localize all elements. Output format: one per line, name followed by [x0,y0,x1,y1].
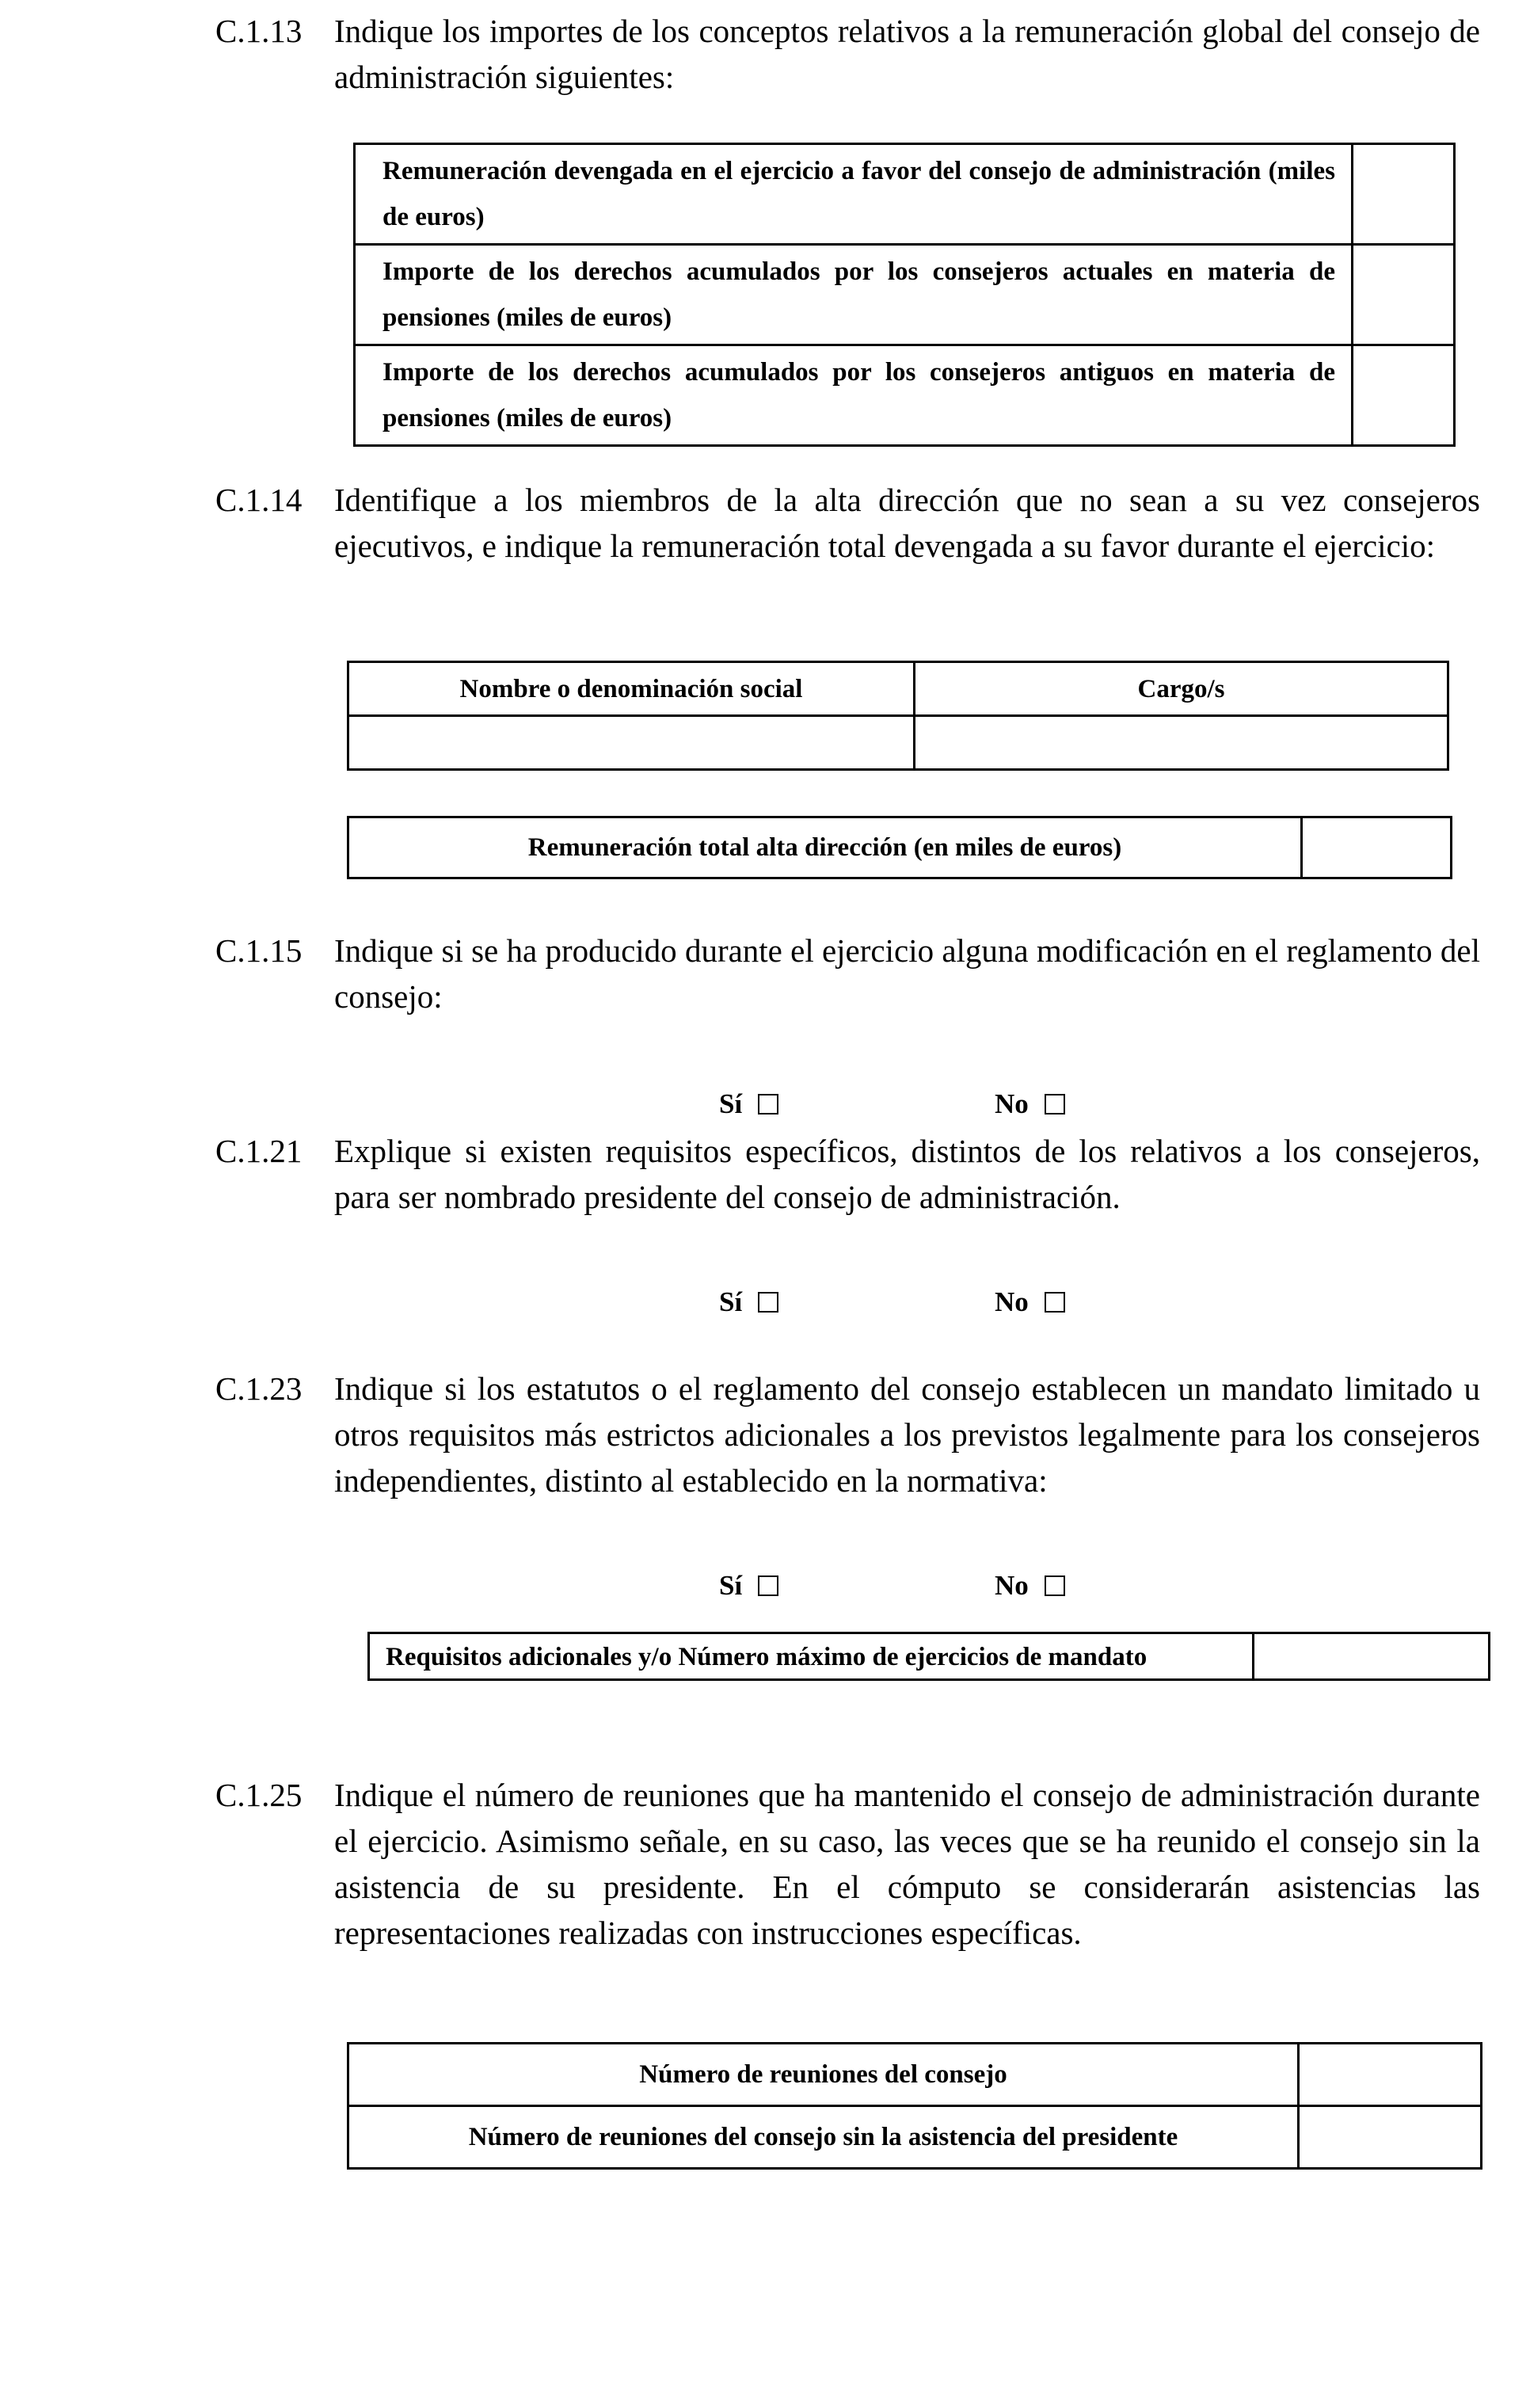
additional-requirements-table [367,1632,1490,1681]
value-cell[interactable] [1353,245,1455,345]
yes-option[interactable] [719,1286,778,1318]
no-checkbox[interactable] [1045,1292,1065,1313]
yes-checkbox[interactable] [758,1094,778,1114]
yes-checkbox[interactable] [758,1575,778,1596]
total-remuneration-label: Remuneración total alta dirección (en miles de euros) [348,817,1302,878]
name-cell[interactable] [348,716,915,770]
value-cell[interactable] [1353,144,1455,245]
value-cell[interactable] [1302,817,1452,878]
question-text: Indique el número de reuniones que ha mantenido el consejo de administración durante el ejercicio. Asimismo señale, en su caso, las veces que se ha reunido el consejo sin la asistencia de su presidente. En el cómputo se considerarán asistencias las representaciones realizadas con instrucciones específicas. [334,1777,1480,1951]
yes-option[interactable] [719,1570,778,1602]
value-cell[interactable] [1353,345,1455,446]
meetings-count-label: Número de reuniones del consejo [348,2044,1299,2106]
no-checkbox[interactable] [1045,1094,1065,1114]
yes-label: Sí [719,1570,743,1601]
question-text: Indique si los estatutos o el reglamento del consejo establecen un mandato limitado u otros requisitos más estrictos adicionales a los previstos legalmente para los consejeros independientes, distinto al establecido en la normativa: [334,1370,1480,1499]
question-text: Indique los importes de los conceptos relativos a la remuneración global del consejo de administración siguientes: [334,13,1480,95]
no-label: No [995,1088,1029,1119]
additional-requirements-label: Requisitos adicionales y/o Número máximo de ejercicios de mandato [369,1633,1254,1680]
no-checkbox[interactable] [1045,1575,1065,1596]
question-number: C.1.23 [215,1370,303,1407]
no-option[interactable] [995,1570,1065,1602]
senior-management-table [347,661,1449,771]
yes-label: Sí [719,1286,743,1317]
question-number: C.1.15 [215,932,303,969]
column-header-name: Nombre o denominación social [348,662,915,716]
meetings-without-president-label: Número de reuniones del consejo sin la asistencia del presidente [348,2106,1299,2169]
total-remuneration-table [347,816,1452,879]
table-row-label: Importe de los derechos acumulados por los consejeros antiguos en materia de pensiones (miles de euros) [355,345,1353,446]
no-label: No [995,1286,1029,1317]
question-text: Indique si se ha producido durante el ejercicio alguna modificación en el reglamento del consejo: [334,932,1480,1015]
yes-option[interactable] [719,1088,778,1120]
yes-label: Sí [719,1088,743,1119]
position-cell[interactable] [915,716,1448,770]
value-cell[interactable] [1299,2106,1482,2169]
board-meetings-table [347,2042,1482,2170]
yes-checkbox[interactable] [758,1292,778,1313]
value-cell[interactable] [1299,2044,1482,2106]
question-number: C.1.14 [215,482,303,518]
no-label: No [995,1570,1029,1601]
question-text: Explique si existen requisitos específicos, distintos de los relativos a los consejeros, para ser nombrado presidente del consejo de administración. [334,1133,1480,1215]
question-number: C.1.25 [215,1777,303,1813]
question-number: C.1.13 [215,13,303,49]
value-cell[interactable] [1254,1633,1490,1680]
question-text: Identifique a los miembros de la alta dirección que no sean a su vez consejeros ejecutivos, e indique la remuneración total devengada a su favor durante el ejercicio: [334,482,1480,564]
remuneration-table [353,143,1456,447]
no-option[interactable] [995,1286,1065,1318]
no-option[interactable] [995,1088,1065,1120]
column-header-position: Cargo/s [915,662,1448,716]
table-row-label: Importe de los derechos acumulados por los consejeros actuales en materia de pensiones (miles de euros) [355,245,1353,345]
question-number: C.1.21 [215,1133,303,1169]
table-row-label: Remuneración devengada en el ejercicio a favor del consejo de administración (miles de euros) [355,144,1353,245]
